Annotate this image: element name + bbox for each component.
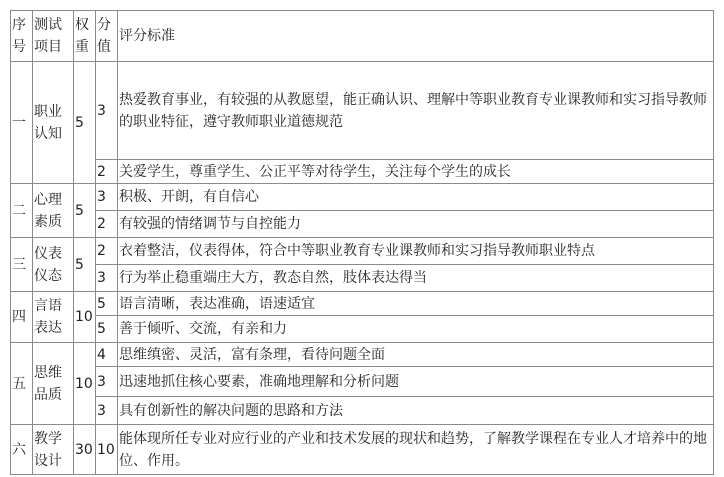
group-weight-cell: 10 [74, 343, 96, 425]
criteria-cell: 衣着整洁，仪表得体，符合中等职业教育专业课教师和实习指导教师职业特点 [118, 238, 714, 265]
score-cell: 2 [96, 238, 118, 265]
score-cell: 10 [96, 425, 118, 475]
table-row [11, 265, 714, 292]
table-row [11, 316, 714, 343]
header-weight: 权重 [74, 11, 96, 62]
score-cell: 5 [96, 316, 118, 343]
criteria-cell: 关爱学生，尊重学生、公正平等对待学生，关注每个学生的成长 [118, 160, 714, 184]
group-seq-cell: 二 [11, 184, 33, 238]
group-weight-cell: 5 [74, 62, 96, 184]
score-cell: 2 [96, 211, 118, 238]
score-cell: 3 [96, 367, 118, 397]
group-weight-cell: 10 [74, 292, 96, 343]
group-item-cell: 职业认知 [33, 62, 74, 184]
table-row [11, 211, 714, 238]
group-item-cell: 思维品质 [33, 343, 74, 425]
criteria-cell: 有较强的情绪调节与自控能力 [118, 211, 714, 238]
scoring-table-container [10, 10, 714, 475]
table-row [11, 425, 714, 475]
group-weight-cell: 5 [74, 184, 96, 238]
group-item-cell: 教学设计 [33, 425, 74, 475]
criteria-cell: 热爱教育事业，有较强的从教愿望，能正确认识、理解中等职业教育专业课教师和实习指导教师的职业特征，遵守教师职业道德规范 [118, 62, 714, 160]
scoring-criteria-table [10, 10, 714, 475]
criteria-cell: 行为举止稳重端庄大方，教态自然，肢体表达得当 [118, 265, 714, 292]
score-cell: 4 [96, 343, 118, 367]
criteria-cell: 积极、开朗，有自信心 [118, 184, 714, 211]
score-cell: 3 [96, 265, 118, 292]
group-seq-cell: 六 [11, 425, 33, 475]
table-row [11, 397, 714, 425]
score-cell: 3 [96, 397, 118, 425]
criteria-cell: 思维缜密、灵活，富有条理，看待问题全面 [118, 343, 714, 367]
group-weight-cell: 5 [74, 238, 96, 292]
group-seq-cell: 五 [11, 343, 33, 425]
group-seq-cell: 四 [11, 292, 33, 343]
score-cell: 3 [96, 184, 118, 211]
group-item-cell: 仪表仪态 [33, 238, 74, 292]
table-row [11, 343, 714, 367]
score-cell: 3 [96, 62, 118, 160]
table-row [11, 292, 714, 316]
header-seq: 序号 [11, 11, 33, 62]
group-item-cell: 言语表达 [33, 292, 74, 343]
table-row [11, 62, 714, 160]
group-seq-cell: 三 [11, 238, 33, 292]
group-item-cell: 心理素质 [33, 184, 74, 238]
criteria-cell: 能体现所任专业对应行业的产业和技术发展的现状和趋势，了解教学课程在专业人才培养中的地位、作用。 [118, 425, 714, 475]
score-cell: 2 [96, 160, 118, 184]
table-header-row [11, 11, 714, 62]
score-cell: 5 [96, 292, 118, 316]
table-row [11, 160, 714, 184]
table-row [11, 184, 714, 211]
criteria-cell: 语言清晰，表达准确，语速适宜 [118, 292, 714, 316]
criteria-cell: 具有创新性的解决问题的思路和方法 [118, 397, 714, 425]
table-row [11, 367, 714, 397]
criteria-cell: 善于倾听、交流，有亲和力 [118, 316, 714, 343]
criteria-cell: 迅速地抓住核心要素，准确地理解和分析问题 [118, 367, 714, 397]
header-criteria: 评分标准 [118, 11, 714, 62]
header-item: 测试项目 [33, 11, 74, 62]
group-weight-cell: 30 [74, 425, 96, 475]
group-seq-cell: 一 [11, 62, 33, 184]
header-score: 分值 [96, 11, 118, 62]
table-row [11, 238, 714, 265]
